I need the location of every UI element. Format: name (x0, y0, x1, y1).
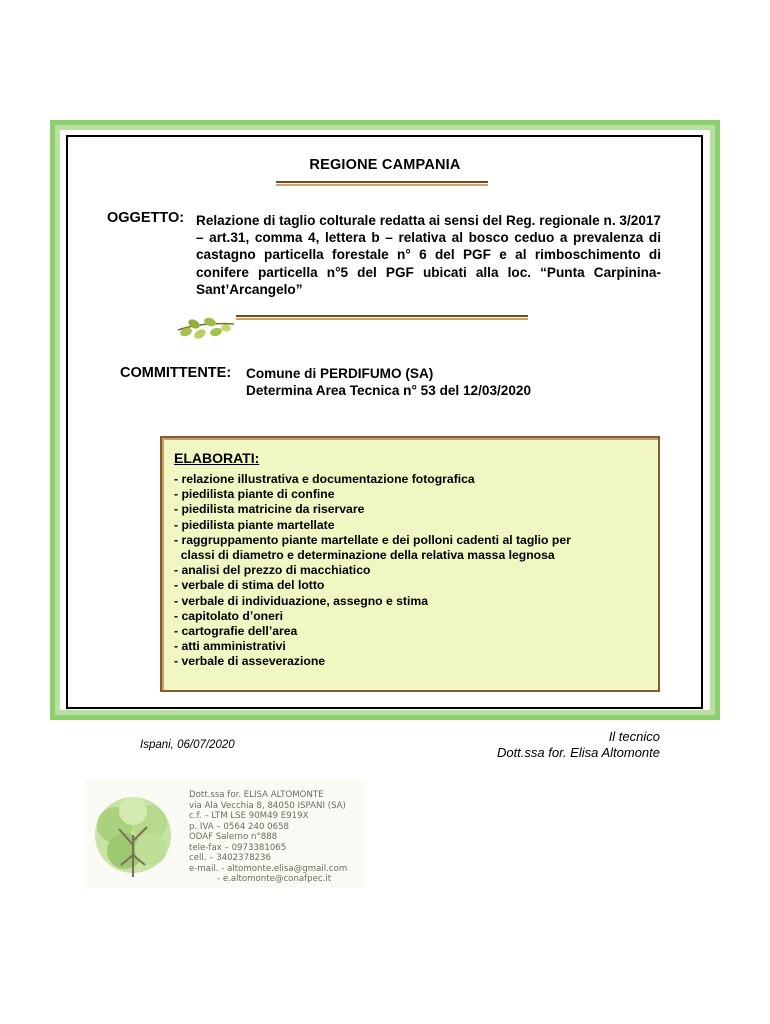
professional-stamp (85, 780, 365, 888)
oggetto-text: Relazione di taglio colturale redatta ai sensi del Reg. regionale n. 3/2017 – art.31, comma 4, lettera b – relativa al bosco ceduo a prevalenza di castagno particella forestale n° 6 del PGF e al rimboschimento di conifere particella n°5 del PGF ubicati alla loc. “Punta Carpinina-Sant’Arcangelo” (196, 213, 661, 297)
committente-label: COMMITTENTE: (120, 365, 232, 381)
oggetto-divider-light (236, 318, 528, 320)
list-item: - capitolato d’oneri (174, 608, 284, 623)
stamp-line: cell. – 3402378236 (189, 853, 271, 863)
signature-block (470, 729, 660, 761)
stamp-line: ODAF Salerno n°888 (189, 832, 278, 842)
stamp-line: p. IVA – 0564 240 0658 (189, 821, 290, 832)
title-underline (276, 181, 488, 183)
list-item: classi di diametro e determinazione della relativa massa legnosa (174, 548, 555, 563)
list-item: - cartografie dell’area (174, 624, 298, 639)
title-underline-light (276, 184, 488, 186)
list-item: - raggruppamento piante martellate e dei polloni cadenti al taglio per (174, 532, 571, 547)
list-item: - verbale di stima del lotto (174, 578, 325, 593)
elaborati-title-colon: : (254, 450, 260, 466)
stamp-line: via Ala Vecchia 8, 84050 ISPANI (SA) (189, 800, 346, 811)
elaborati-box (160, 436, 660, 692)
elaborati-list (174, 472, 646, 670)
list-item: - piedilista piante martellate (174, 517, 335, 532)
list-item: - piedilista matricine da riservare (174, 502, 365, 517)
list-item: - atti amministrativi (174, 639, 286, 654)
stamp-line: c.f. – LTM LSE 90M49 E919X (189, 811, 309, 821)
list-item: - verbale di asseverazione (174, 654, 326, 669)
committente-details (246, 365, 531, 399)
stamp-line: - e.altomonte@conafpec.it (217, 874, 332, 884)
list-item: - analisi del prezzo di macchiatico (174, 563, 371, 578)
stamp-line: Dott.ssa for. ELISA ALTOMONTE (189, 790, 324, 800)
list-item: - verbale di individuazione, assegno e stima (174, 593, 428, 608)
region-title: REGIONE CAMPANIA (309, 157, 461, 173)
elaborati-title-text: ELABORATI (174, 450, 255, 466)
signature-name: Dott.ssa for. Elisa Altomonte (496, 745, 660, 760)
oggetto-label: OGGETTO: (107, 210, 185, 226)
committente-line2: Determina Area Tecnica n° 53 del 12/03/2020 (246, 383, 532, 398)
committente-line1: Comune di PERDIFUMO (SA) (246, 366, 434, 381)
tree-logo-icon (85, 785, 181, 885)
oggetto-divider (236, 315, 528, 317)
stamp-line: tele-fax – 0973381065 (189, 842, 287, 853)
list-item: - relazione illustrativa e documentazione fotografica (174, 472, 475, 486)
elaborati-title (174, 450, 646, 466)
list-item: - piedilista piante di confine (174, 487, 335, 502)
leaf-branch-icon (176, 310, 236, 342)
signature-role: Il tecnico (608, 729, 660, 744)
place-date: Ispani, 06/07/2020 (140, 739, 235, 751)
stamp-text (189, 790, 347, 885)
stamp-line: e-mail. - altomonte.elisa@gmail.com (189, 863, 348, 874)
